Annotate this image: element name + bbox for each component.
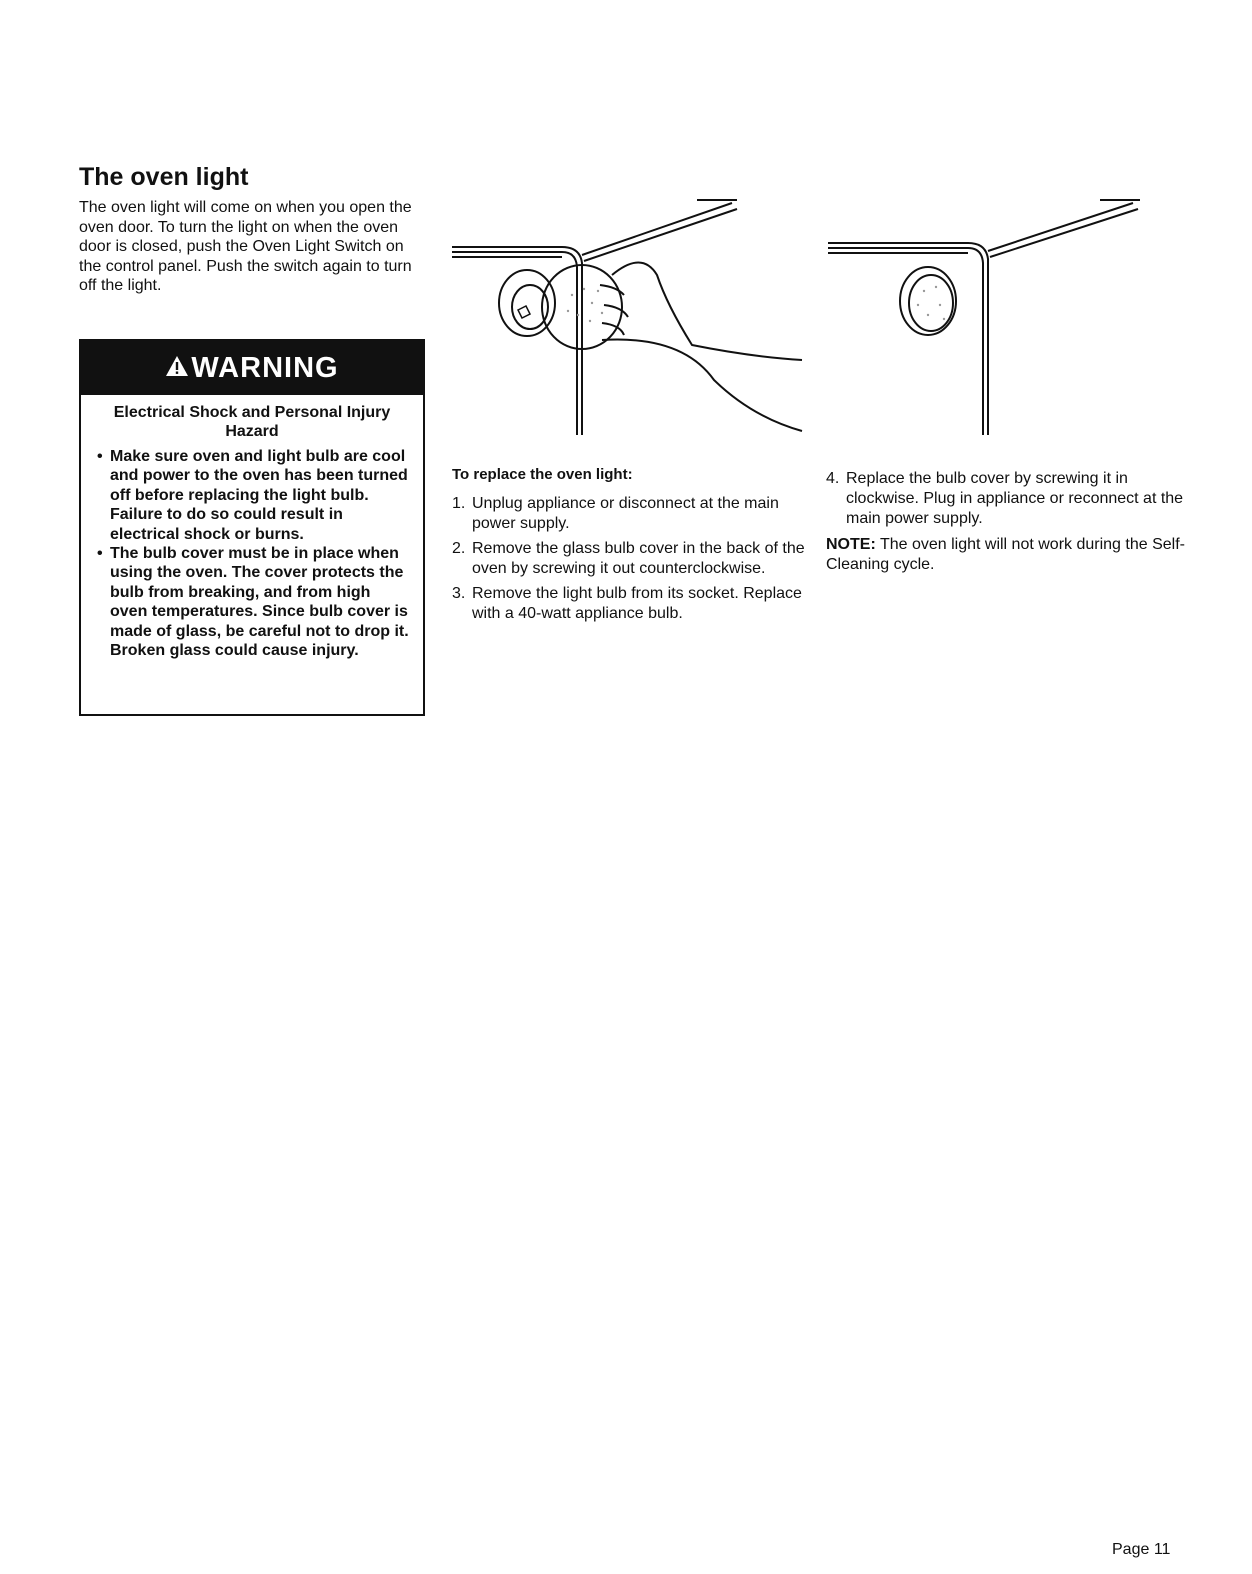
step-item [826,469,1186,529]
step-item [452,494,807,534]
note-label: NOTE: [826,536,876,553]
note-text: The oven light will not work during the Self-Cleaning cycle. [826,536,1185,573]
step-text: Unplug appliance or disconnect at the main power supply. [472,495,779,532]
step-text: Replace the bulb cover by screwing it in clockwise. Plug in appliance or reconnect at the main power supply. [846,470,1184,527]
page-number: Page 11 [1112,1541,1171,1558]
step-item [452,539,807,579]
step-number: 1. [452,495,466,512]
warning-item: • The bulb cover must be in place when using the oven. The cover protects the bulb from breaking, and from high oven temperatures. Since bulb cover is made of glass, be careful not to drop it. Broken glass could cause injury. [97,544,409,660]
step-text: Remove the glass bulb cover in the back of the oven by screwing it out counterclockwise. [472,540,805,577]
hazard-title: Electrical Shock and Personal Injury Hazard [113,404,391,440]
step-text: Remove the light bulb from its socket. Replace with a 40-watt appliance bulb. [472,585,802,622]
steps-list-continued [826,469,1186,529]
steps-heading: To replace the oven light: [452,466,633,483]
step-number: 2. [452,540,466,557]
section-title: The oven light [79,163,249,191]
warning-item: • Make sure oven and light bulb are cool and power to the oven has been turned off before replacing the light bulb. Failure to do so could result in electrical shock or burns. [97,447,409,544]
warning-header [81,341,423,395]
warning-triangle-icon [165,352,189,385]
warning-box [79,339,425,716]
note [826,535,1186,575]
steps-list [452,494,807,629]
bulb-cover-installed-illustration [828,195,1148,440]
warning-list [81,447,423,660]
intro-paragraph: The oven light will come on when you open the oven door. To turn the light on when the oven door is closed, push the Oven Light Switch on the control panel. Push the switch again to turn off the light. [79,199,412,294]
step-number: 3. [452,585,466,602]
warning-label: WARNING [191,351,339,384]
remove-bulb-cover-illustration [452,195,812,440]
step-item [452,584,807,624]
step-number: 4. [826,470,840,487]
